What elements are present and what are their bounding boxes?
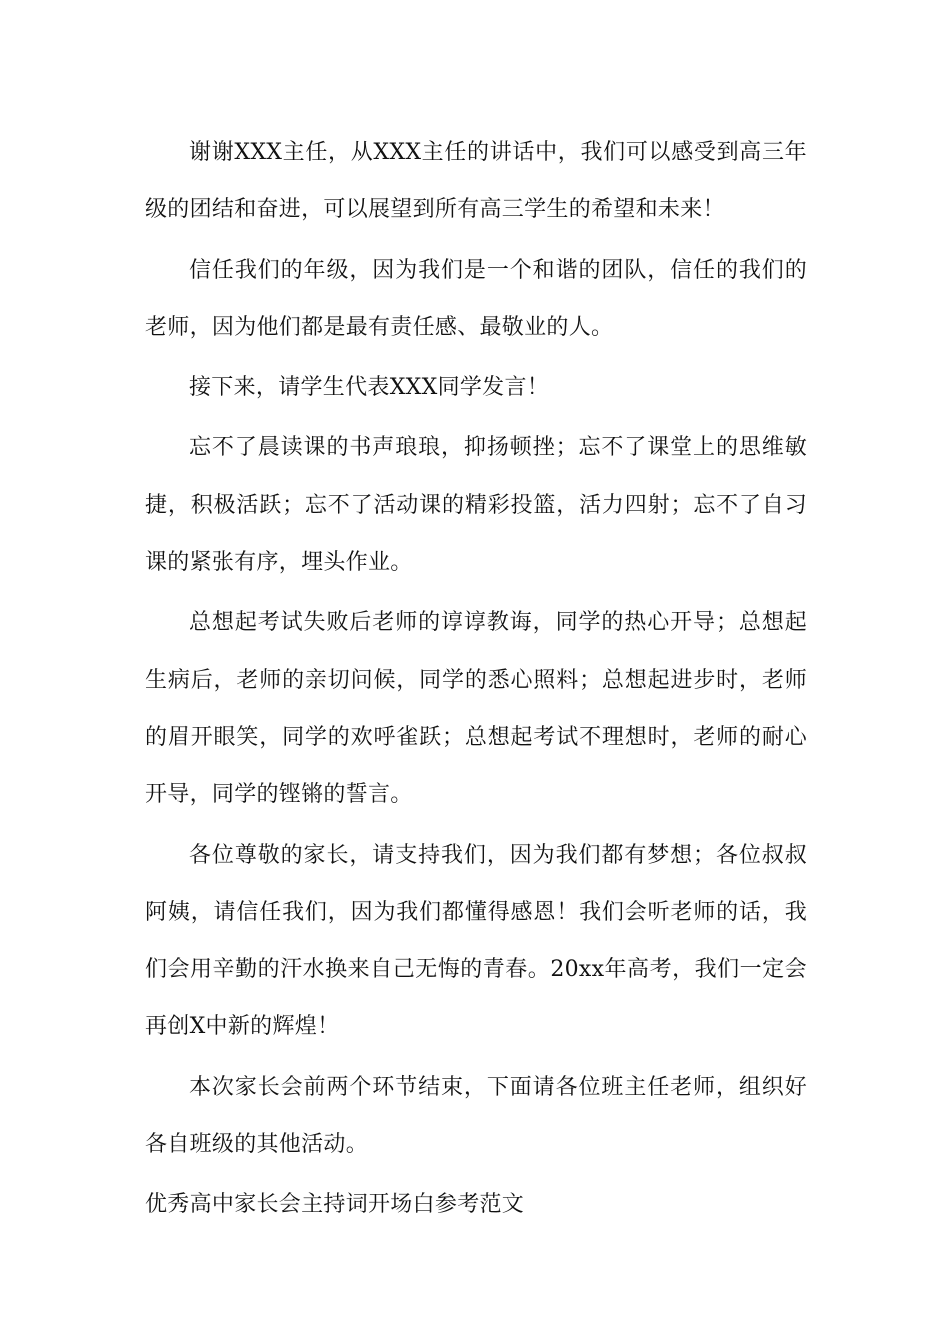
paragraph-meeting-close: 本次家长会前两个环节结束，下面请各位班主任老师，组织好各自班级的其他活动。	[145, 1074, 807, 1158]
paragraph-always-remember: 总想起考试失败后老师的谆谆教诲，同学的热心开导；总想起生病后，老师的亲切问候，同学的悉心照料；总想起进步时，老师的眉开眼笑，同学的欢呼雀跃；总想起考试不理想时，老师的耐心开导，同学的铿锵的誓言。	[145, 610, 807, 808]
paragraph-cannot-forget: 忘不了晨读课的书声琅琅，抑扬顿挫；忘不了课堂上的思维敏捷，积极活跃；忘不了活动课的精彩投篮，活力四射；忘不了自习课的紧张有序，埋头作业。	[145, 435, 807, 576]
paragraph-dear-parents: 各位尊敬的家长，请支持我们，因为我们都有梦想；各位叔叔阿姨，请信任我们，因为我们都懂得感恩！我们会听老师的话，我们会用辛勤的汗水换来自己无悔的青春。20xx年高考，我们一定会再创X中新的辉煌！	[145, 842, 807, 1040]
paragraph-student-representative: 接下来，请学生代表XXX同学发言！	[189, 375, 550, 401]
paragraph-trust-grade: 信任我们的年级，因为我们是一个和谐的团队，信任的我们的老师，因为他们都是最有责任感、最敬业的人。	[145, 257, 807, 340]
section-heading: 优秀高中家长会主持词开场白参考范文	[145, 1192, 525, 1218]
paragraph-thanks-director: 谢谢XXX主任，从XXX主任的讲话中，我们可以感受到高三年级的团结和奋进，可以展望到所有高三学生的希望和未来！	[145, 140, 807, 223]
document-body	[145, 124, 807, 1234]
